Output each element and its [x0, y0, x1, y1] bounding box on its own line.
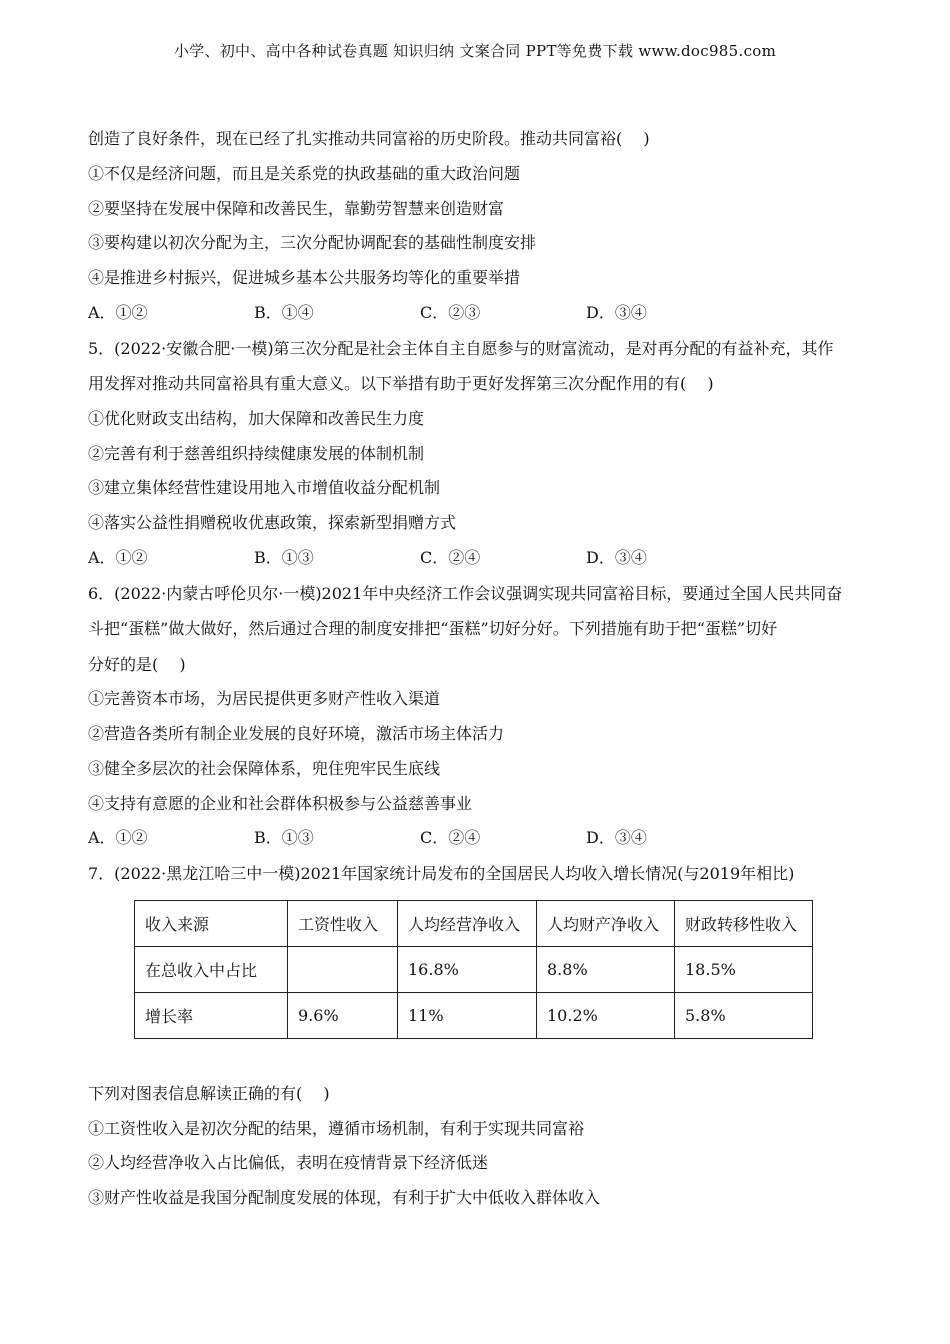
- statement-item: ②人均经营净收入占比偏低，表明在疫情背景下经济低迷: [88, 1153, 489, 1173]
- statement-item: ②要坚持在发展中保障和改善民生，靠勤劳智慧来创造财富: [88, 198, 505, 218]
- question-7: [88, 856, 868, 1216]
- statement-item: ④是推进乡村振兴，促进城乡基本公共服务均等化的重要举措: [88, 268, 521, 288]
- option-a: A．①②: [88, 547, 148, 567]
- option-c: C．②③: [420, 302, 481, 322]
- table-cell: 5.8%: [675, 992, 813, 1038]
- option-d: D．③④: [586, 828, 647, 848]
- income-table-wrapper: [134, 900, 868, 1039]
- table-header-cell: 人均财产净收入: [537, 900, 675, 946]
- answer-options: [88, 541, 868, 576]
- statement-item: ②营造各类所有制企业发展的良好环境，激活市场主体活力: [88, 724, 505, 744]
- statement-item: ①不仅是经济问题，而且是关系党的执政基础的重大政治问题: [88, 163, 521, 183]
- table-row: [135, 946, 813, 992]
- statement-item: ①完善资本市场，为居民提供更多财产性收入渠道: [88, 689, 441, 709]
- table-header-cell: 收入来源: [135, 900, 288, 946]
- question-stem-line: 下列对图表信息解读正确的有( ): [88, 1083, 330, 1103]
- question-stem-line: 创造了良好条件，现在已经了扎实推动共同富裕的历史阶段。推动共同富裕( ): [88, 129, 650, 148]
- option-c: C．②④: [420, 547, 481, 567]
- table-cell: 11%: [398, 992, 537, 1038]
- answer-options: [88, 821, 868, 856]
- document-body: [88, 122, 868, 1216]
- income-table: [134, 900, 813, 1039]
- table-row: [135, 992, 813, 1038]
- option-b: B．①③: [254, 828, 314, 848]
- statement-item: ④落实公益性捐赠税收优惠政策，探索新型捐赠方式: [88, 513, 457, 533]
- statement-item: ②完善有利于慈善组织持续健康发展的体制机制: [88, 443, 425, 463]
- question-stem-line: 斗把“蛋糕”做大做好，然后通过合理的制度安排把“蛋糕”切好分好。下列措施有助于把“蛋糕”切好: [88, 619, 778, 639]
- table-header-cell: 人均经营净收入: [398, 900, 537, 946]
- question-6: [88, 576, 868, 856]
- option-b: B．①④: [254, 302, 314, 322]
- question-stem-line: 6．(2022·内蒙古呼伦贝尔·一模)2021年中央经济工作会议强调实现共同富裕目标，要通过全国人民共同奋: [88, 583, 843, 603]
- question-7-followup: [88, 1077, 868, 1216]
- statement-item: ①优化财政支出结构，加大保障和改善民生力度: [88, 408, 425, 428]
- table-cell: 8.8%: [537, 946, 675, 992]
- option-d: D．③④: [586, 547, 647, 567]
- table-cell: 在总收入中占比: [135, 946, 288, 992]
- table-header-row: [135, 900, 813, 946]
- option-d: D．③④: [586, 302, 647, 322]
- statement-item: ③建立集体经营性建设用地入市增值收益分配机制: [88, 478, 441, 498]
- table-cell: 18.5%: [675, 946, 813, 992]
- statement-item: ①工资性收入是初次分配的结果，遵循市场机制，有利于实现共同富裕: [88, 1118, 585, 1138]
- question-5: [88, 331, 868, 576]
- table-header-cell: 工资性收入: [288, 900, 398, 946]
- table-header-cell: 财政转移性收入: [675, 900, 813, 946]
- statement-item: ③要构建以初次分配为主，三次分配协调配套的基础性制度安排: [88, 233, 537, 253]
- option-b: B．①③: [254, 547, 314, 567]
- table-cell: 10.2%: [537, 992, 675, 1038]
- page-header: 小学、初中、高中各种试卷真题 知识归纳 文案合同 PPT等免费下载 www.doc985.com: [173, 42, 777, 60]
- question-stem-line: 7．(2022·黑龙江哈三中一模)2021年国家统计局发布的全国居民人均收入增长情况(与2019年相比): [88, 864, 795, 884]
- option-c: C．②④: [420, 828, 481, 848]
- statement-item: ③财产性收益是我国分配制度发展的体现，有利于扩大中低收入群体收入: [88, 1188, 601, 1208]
- option-a: A．①②: [88, 828, 148, 848]
- question-4: [88, 122, 868, 331]
- question-stem-line: 分好的是( ): [88, 654, 186, 674]
- option-a: A．①②: [88, 302, 148, 322]
- question-stem-line: 用发挥对推动共同富裕具有重大意义。以下举措有助于更好发挥第三次分配作用的有( ): [88, 374, 714, 394]
- table-cell: 16.8%: [398, 946, 537, 992]
- table-cell: 9.6%: [288, 992, 398, 1038]
- table-cell: [288, 946, 398, 992]
- answer-options: [88, 296, 868, 331]
- statement-item: ③健全多层次的社会保障体系，兜住兜牢民生底线: [88, 758, 441, 778]
- question-stem-line: 5．(2022·安徽合肥·一模)第三次分配是社会主体自主自愿参与的财富流动，是对再分配的有益补充，其作: [88, 338, 834, 358]
- table-cell: 增长率: [135, 992, 288, 1038]
- statement-item: ④支持有意愿的企业和社会群体积极参与公益慈善事业: [88, 793, 473, 813]
